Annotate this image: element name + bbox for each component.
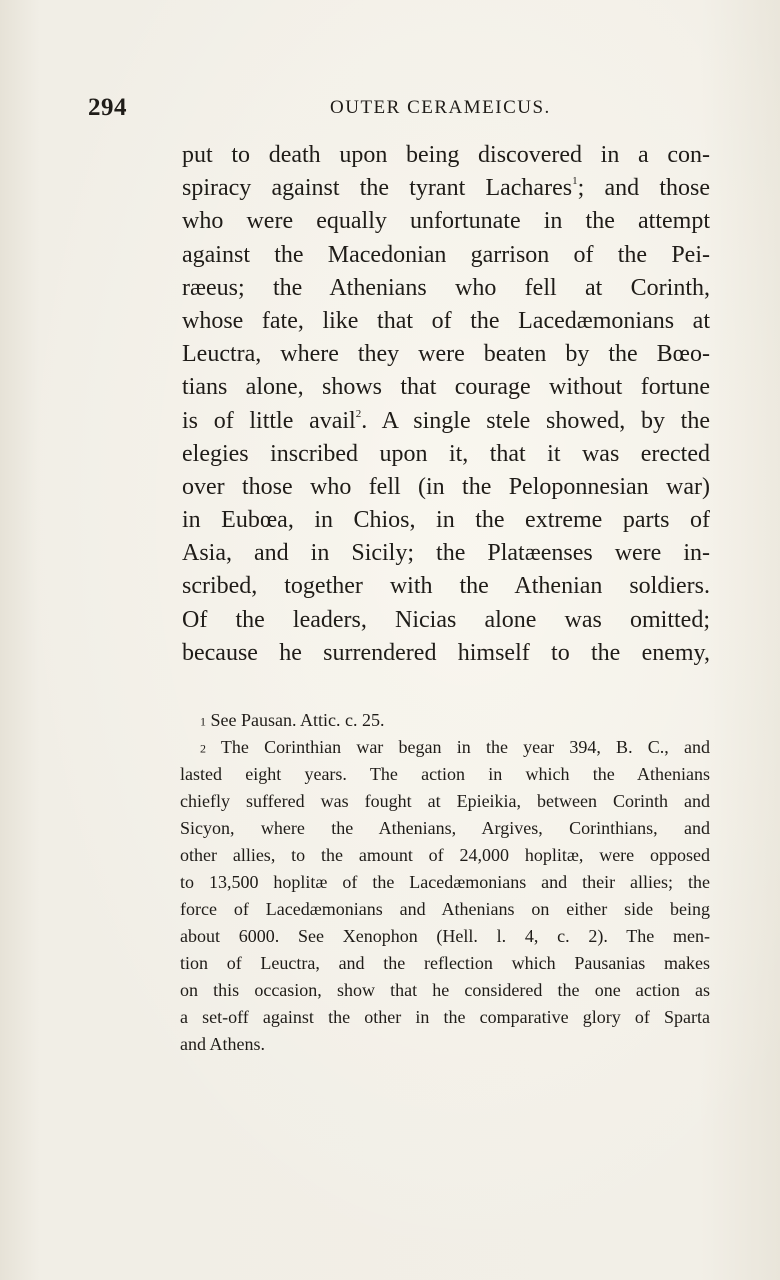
footnote-2-line: force of Lacedæmonians and Athenians on either side being xyxy=(180,899,710,919)
body-line: elegies inscribed upon it, that it was erected xyxy=(182,440,710,467)
page-number: 294 xyxy=(88,94,127,121)
footnote-reference: 1 xyxy=(572,175,578,188)
footnote-2-line: other allies, to the amount of 24,000 hoplitæ, were opposed xyxy=(180,845,710,865)
body-line: ræeus; the Athenians who fell at Corinth, xyxy=(182,274,710,301)
running-head xyxy=(88,94,718,124)
body-line-text: . A single stele showed, by the xyxy=(361,407,711,434)
body-line: in Eubœa, in Chios, in the extreme parts of xyxy=(182,507,710,534)
body-line: Leuctra, where they were beaten by the Bœo- xyxy=(182,341,710,368)
footnote-text: The Corinthian war began in the year 394, B. C., and xyxy=(220,737,710,757)
body-line: scribed, together with the Athenian soldiers. xyxy=(182,573,710,600)
footnote-2-line: about 6000. See Xenophon (Hell. l. 4, c. 2). The men- xyxy=(180,926,710,946)
body-line: whose fate, like that of the Lacedæmonians at xyxy=(182,307,710,334)
body-text xyxy=(182,139,710,670)
body-line: put to death upon being discovered in a con- xyxy=(182,142,710,168)
footnote-2-line: Sicyon, where the Athenians, Argives, Corinthians, and xyxy=(180,818,710,838)
body-line xyxy=(182,405,710,438)
footnote-2-line: tion of Leuctra, and the reflection which Pausanias makes xyxy=(180,953,710,973)
footnote-2-line: to 13,500 hoplitæ of the Lacedæmonians and their allies; the xyxy=(180,872,710,892)
footnote-reference: 2 xyxy=(355,407,362,420)
footnote-text: See Pausan. Attic. c. 25. xyxy=(210,710,385,730)
footnote-2-line: lasted eight years. The action in which the Athenians xyxy=(180,764,710,784)
footnotes xyxy=(180,707,710,1058)
footnote-2-line: on this occasion, show that he considered the one action as xyxy=(180,980,710,1000)
body-line xyxy=(182,172,710,205)
body-line: Asia, and in Sicily; the Platæenses were in- xyxy=(182,540,710,567)
footnote-marker: 2 xyxy=(200,741,206,756)
body-line-text: spiracy against the tyrant Lachares xyxy=(182,175,573,202)
footnote-2-line: chiefly suffered was fought at Epieikia, between Corinth and xyxy=(180,791,710,811)
footnote-2-line: and Athens. xyxy=(180,1034,265,1054)
body-line: against the Macedonian garrison of the Pei- xyxy=(182,241,710,268)
body-line: Of the leaders, Nicias alone was omitted; xyxy=(182,606,710,633)
body-line: tians alone, shows that courage without fortune xyxy=(182,374,710,401)
body-line: because he surrendered himself to the enemy, xyxy=(182,639,710,666)
footnote-1 xyxy=(180,707,710,734)
footnote-2-line: a set-off against the other in the comparative glory of Sparta xyxy=(180,1007,710,1027)
body-line: over those who fell (in the Peloponnesian war) xyxy=(182,473,710,500)
body-line-text: is of little avail xyxy=(182,407,356,434)
body-line-text: ; and those xyxy=(577,175,711,202)
footnote-2-line xyxy=(180,734,710,761)
running-title: OUTER CERAMEICUS. xyxy=(330,97,551,118)
body-line: who were equally unfortunate in the attempt xyxy=(182,208,710,235)
footnote-marker: 1 xyxy=(200,714,206,729)
